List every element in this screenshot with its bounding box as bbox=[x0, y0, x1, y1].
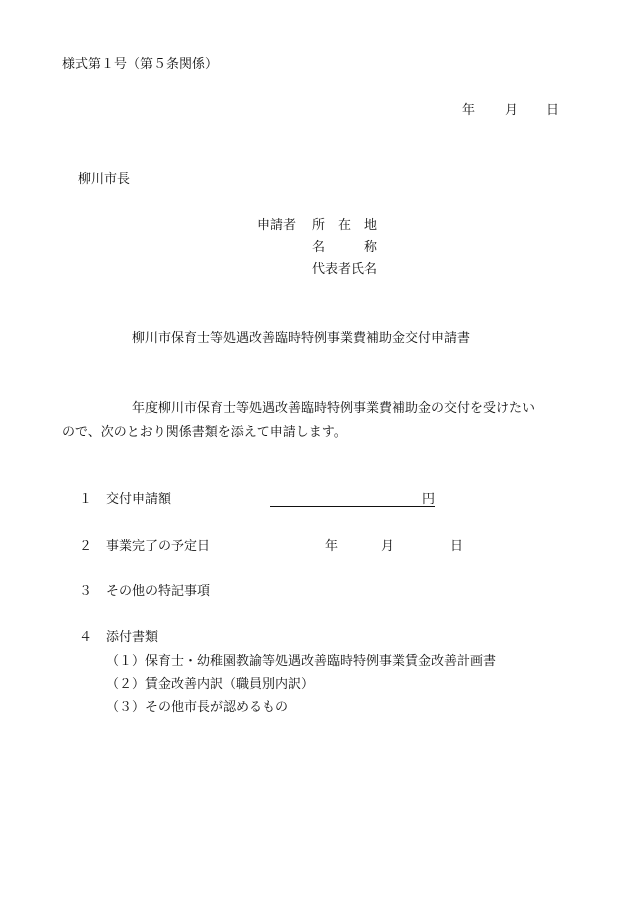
item-number: １ bbox=[79, 492, 93, 507]
body-text-line2: ので、次のとおり関係書類を添えて申請します。 bbox=[62, 425, 347, 440]
item-label-special-notes: その他の特記事項 bbox=[106, 584, 211, 599]
date-year-label: 年 bbox=[462, 103, 476, 118]
attachment-item: （１）保育士・幼稚園教諭等処遇改善臨時特例事業賃金改善計画書 bbox=[106, 654, 497, 669]
item-number: ４ bbox=[79, 630, 93, 645]
address-label: 所 在 地 bbox=[312, 218, 378, 233]
completion-year-label: 年 bbox=[325, 539, 339, 554]
item-label-completion-date: 事業完了の予定日 bbox=[106, 539, 211, 554]
addressee: 柳川市長 bbox=[78, 172, 131, 187]
date-month-label: 月 bbox=[505, 103, 519, 118]
completion-month-label: 月 bbox=[381, 539, 395, 554]
representative-label: 代表者氏名 bbox=[312, 262, 378, 277]
completion-day-label: 日 bbox=[450, 539, 464, 554]
name-label: 名 称 bbox=[312, 240, 378, 255]
amount-unit: 円 bbox=[422, 492, 436, 507]
form-number: 様式第１号（第５条関係） bbox=[62, 57, 219, 72]
body-text-line1: 年度柳川市保育士等処遇改善臨時特例事業費補助金の交付を受けたい bbox=[132, 401, 536, 416]
amount-underline bbox=[270, 506, 435, 507]
item-number: ３ bbox=[79, 584, 93, 599]
attachment-item: （２）賃金改善内訳（職員別内訳） bbox=[106, 677, 315, 692]
item-number: ２ bbox=[79, 539, 93, 554]
item-label-attachments: 添付書類 bbox=[106, 630, 159, 645]
date-day-label: 日 bbox=[546, 103, 560, 118]
attachment-item: （３）その他市長が認めるもの bbox=[106, 700, 289, 715]
item-label-grant-amount: 交付申請額 bbox=[106, 492, 172, 507]
document-title: 柳川市保育士等処遇改善臨時特例事業費補助金交付申請書 bbox=[132, 331, 471, 346]
applicant-label: 申請者 bbox=[257, 218, 297, 233]
